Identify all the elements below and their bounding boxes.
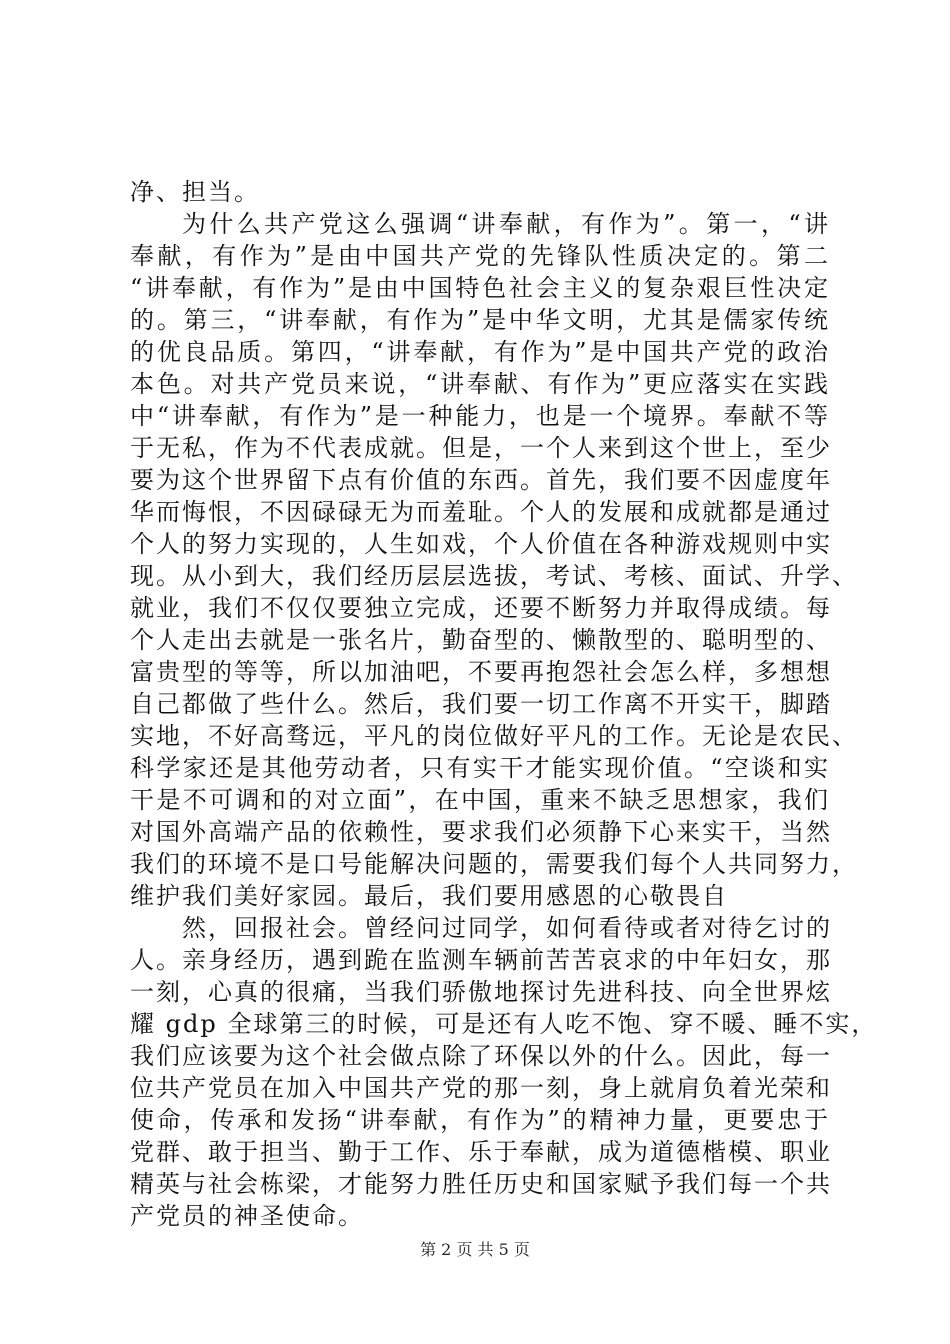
- text-line: 于无私，作为不代表成就。但是，一个人来到这个世上，至少: [130, 434, 832, 462]
- text-line: 自己都做了些什么。然后，我们要一切工作离不开实干，脚踏: [130, 690, 832, 718]
- text-line: 要为这个世界留下点有价值的东西。首先，我们要不因虚度年: [130, 466, 832, 494]
- text-line: 富贵型的等等，所以加油吧，不要再抱怨社会怎么样，多想想: [130, 658, 832, 686]
- text-line: 个人走出去就是一张名片，勤奋型的、懒散型的、聪明型的、: [130, 626, 832, 654]
- text-line: 对国外高端产品的依赖性，要求我们必须静下心来实干，当然: [130, 818, 832, 846]
- text-line: 本色。对共产党员来说，“讲奉献、有作为”更应落实在实践: [130, 370, 830, 398]
- text-line: 维护我们美好家园。最后，我们要用感恩的心敬畏自: [130, 882, 728, 910]
- text-line: 精英与社会栋梁，才能努力胜任历史和国家赋予我们每一个共: [130, 1170, 832, 1198]
- text-line: 实地，不好高骛远，平凡的岗位做好平凡的工作。无论是农民、: [130, 722, 858, 750]
- text-line: 中“讲奉献，有作为”是一种能力，也是一个境界。奉献不等: [130, 402, 830, 430]
- text-line: 的优良品质。第四，“讲奉献，有作为”是中国共产党的政治: [130, 338, 830, 366]
- text-line: 就业，我们不仅仅要独立完成，还要不断努力并取得成绩。每: [130, 594, 832, 622]
- text-line: 干是不可调和的对立面”，在中国，重来不缺乏思想家，我们: [130, 786, 830, 814]
- text-line: 个人的努力实现的，人生如戏，个人价值在各种游戏规则中实: [130, 530, 832, 558]
- text-line: 人。亲身经历，遇到跪在监测车辆前苦苦哀求的中年妇女，那: [130, 946, 832, 974]
- text-line: 现。从小到大，我们经历层层选拔，考试、考核、面试、升学、: [130, 562, 858, 590]
- text-line: 净、担当。: [130, 178, 260, 206]
- text-line: 华而悔恨，不因碌碌无为而羞耻。个人的发展和成就都是通过: [130, 498, 832, 526]
- text-line: 我们应该要为这个社会做点除了环保以外的什么。因此，每一: [130, 1042, 832, 1070]
- document-body: [130, 176, 878, 1232]
- text-line: 为什么共产党这么强调“讲奉献，有作为”。第一，“讲: [182, 210, 830, 238]
- text-line: 然，回报社会。曾经问过同学，如何看待或者对待乞讨的: [182, 914, 832, 942]
- text-line: 我们的环境不是口号能解决问题的，需要我们每个人共同努力，: [130, 850, 858, 878]
- text-line: 奉献，有作为”是由中国共产党的先锋队性质决定的。第二: [130, 242, 830, 270]
- text-line: “讲奉献，有作为”是由中国特色社会主义的复杂艰巨性决定: [130, 274, 830, 302]
- text-line: 的。第三，“讲奉献，有作为”是中华文明，尤其是儒家传统: [130, 306, 830, 334]
- text-line: 产党员的神圣使命。: [130, 1202, 364, 1230]
- page-footer: 第 2 页 共 5 页: [420, 1240, 530, 1259]
- text-line: 党群、敢于担当、勤于工作、乐于奉献，成为道德楷模、职业: [130, 1138, 832, 1166]
- text-line: 科学家还是其他劳动者，只有实干才能实现价值。“空谈和实: [130, 754, 830, 782]
- text-line: 位共产党员在加入中国共产党的那一刻，身上就肩负着光荣和: [130, 1074, 832, 1102]
- text-line: 耀 gdp 全球第三的时候，可是还有人吃不饱、穿不暖、睡不实，: [130, 1010, 878, 1038]
- text-line: 一刻，心真的很痛，当我们骄傲地探讨先进科技、向全世界炫: [130, 978, 832, 1006]
- text-line: 使命，传承和发扬“讲奉献，有作为”的精神力量，更要忠于: [130, 1106, 830, 1134]
